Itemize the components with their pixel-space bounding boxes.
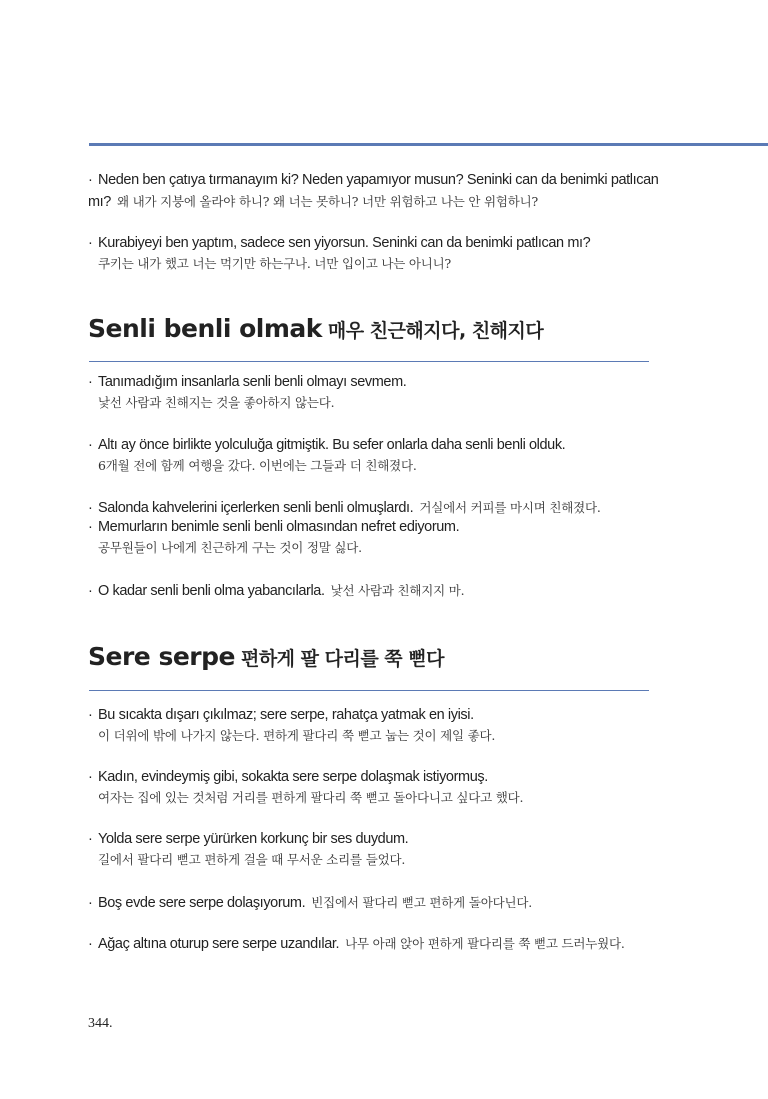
bullet: ·: [88, 374, 93, 390]
bullet: ·: [88, 707, 93, 723]
bullet: ·: [88, 235, 93, 251]
example-item: [88, 435, 668, 476]
section-rule: [89, 690, 649, 691]
bullet: ·: [88, 769, 93, 785]
example-item: [88, 233, 668, 274]
example-turkish: Boş evde sere serpe dolaşıyorum.: [98, 895, 306, 911]
bullet: ·: [88, 583, 93, 599]
example-korean: 이 더위에 밖에 나가지 않는다. 편하게 팔다리 쭉 뻗고 눕는 것이 제일 좋다.: [98, 728, 496, 743]
top-rule: [89, 143, 768, 146]
example-item: [88, 829, 668, 870]
section-title-korean: 편하게 팔 다리를 쭉 뻗다: [240, 648, 444, 670]
page-number: 344.: [88, 1016, 113, 1031]
bullet: ·: [88, 519, 93, 535]
section-title-turkish: Sere serpe: [88, 642, 235, 671]
example-turkish: Bu sıcakta dışarı çıkılmaz; sere serpe, rahatça yatmak en iyisi.: [98, 707, 474, 723]
bullet: ·: [88, 831, 93, 847]
example-turkish: Salonda kahvelerini içerlerken senli benli olmuşlardı.: [98, 500, 414, 516]
example-item: [88, 372, 668, 413]
example-korean: 길에서 팔다리 뻗고 편하게 걸을 때 무서운 소리를 들었다.: [98, 852, 406, 867]
example-item: [88, 170, 668, 213]
example-korean: 공무원들이 나에게 친근하게 구는 것이 정말 싫다.: [98, 540, 362, 555]
example-turkish: Neden ben çatıya tırmanayım ki? Neden yapamıyor musun? Seninki can da benimki patlıcan mı?: [88, 172, 659, 210]
example-korean: 거실에서 커피를 마시며 친해졌다.: [419, 500, 601, 515]
bullet: ·: [88, 500, 93, 516]
bullet: ·: [88, 172, 93, 188]
example-korean: 6개월 전에 함께 여행을 갔다. 이번에는 그들과 더 친해졌다.: [98, 458, 417, 473]
example-korean: 낯선 사람과 친해지지 마.: [330, 583, 465, 598]
bullet: ·: [88, 895, 93, 911]
bullet: ·: [88, 437, 93, 453]
example-korean: 빈집에서 팔다리 뻗고 편하게 돌아다닌다.: [311, 895, 532, 910]
section-title-korean: 매우 친근해지다, 친해지다: [327, 320, 544, 342]
section-heading: [88, 642, 648, 671]
example-turkish: Memurların benimle senli benli olmasından nefret ediyorum.: [98, 519, 460, 535]
example-turkish: Tanımadığım insanlarla senli benli olmayı sevmem.: [98, 374, 407, 390]
example-turkish: Kadın, evindeymiş gibi, sokakta sere serpe dolaşmak istiyormuş.: [98, 769, 488, 785]
section-title-turkish: Senli benli olmak: [88, 314, 322, 343]
example-korean: 나무 아래 앉아 편하게 팔다리를 쭉 뻗고 드러누웠다.: [345, 936, 625, 951]
bullet: ·: [88, 936, 93, 952]
example-item: [88, 933, 668, 955]
example-korean: 왜 내가 지붕에 올라야 하니? 왜 너는 못하니? 너만 위험하고 나는 안 위험하니?: [116, 194, 539, 209]
example-turkish: O kadar senli benli olma yabancılarla.: [98, 583, 325, 599]
example-item: [88, 892, 668, 914]
section-rule: [89, 361, 649, 362]
example-item: [88, 497, 668, 519]
example-turkish: Altı ay önce birlikte yolculuğa gitmiştik. Bu sefer onlarla daha senli benli olduk.: [98, 437, 566, 453]
example-item: [88, 517, 668, 558]
example-turkish: Yolda sere serpe yürürken korkunç bir ses duydum.: [98, 831, 409, 847]
example-item: [88, 580, 668, 602]
section-heading: [88, 314, 648, 343]
example-item: [88, 705, 668, 746]
example-korean: 여자는 집에 있는 것처럼 거리를 편하게 팔다리 쭉 뻗고 돌아다니고 싶다고 했다.: [98, 790, 524, 805]
example-turkish: Ağaç altına oturup sere serpe uzandılar.: [98, 936, 340, 952]
example-korean: 낯선 사람과 친해지는 것을 좋아하지 않는다.: [98, 395, 335, 410]
example-korean: 쿠키는 내가 했고 너는 먹기만 하는구나. 너만 입이고 나는 아니니?: [98, 256, 451, 271]
example-item: [88, 767, 668, 808]
example-turkish: Kurabiyeyi ben yaptım, sadece sen yiyorsun. Seninki can da benimki patlıcan mı?: [98, 235, 591, 251]
